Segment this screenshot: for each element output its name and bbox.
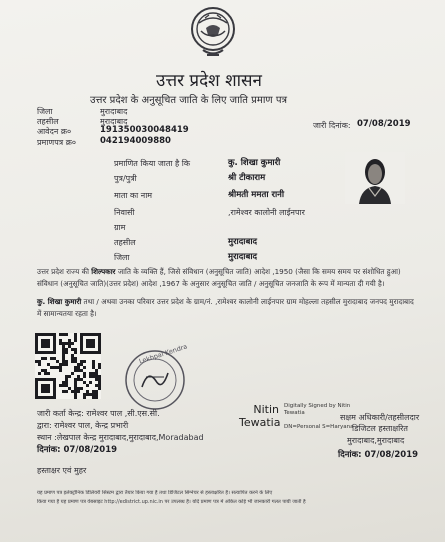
applicant-name: कु. शिखा कुमारी xyxy=(228,158,281,168)
footer-line-1: यह प्रमाण पत्र इलेक्ट्रॉनिक डिलिवरी सिस्टम द्वारा तैयार किया गया है तथा डिजिटल सिग्नेचर से हस्ताक्षरित है। सत्यापित करने के लिए xyxy=(37,490,273,496)
village-label: ग्राम xyxy=(114,223,126,232)
mother-label: माता का नाम xyxy=(114,191,153,200)
resident-label: निवासी xyxy=(114,208,135,217)
authority-date: दिनांक: 07/08/2019 xyxy=(338,450,419,460)
seal-label: हस्ताक्षर एवं मुहर xyxy=(37,466,87,475)
issuing-centre: जारी कर्ता केन्द्र: रामेश्वर पाल ,सी.एस.सी. xyxy=(37,409,160,418)
residence-para-rest: तथा / अथवा उनका परिवार उत्तर प्रदेश के ग्राम/नं. ,रामेश्वर कालोनी लाईनपार ग्राम मोहल्ला तहसील मुरादाबाद जनपद मुरादाबाद में सामान्यतया रहता है। xyxy=(37,297,414,319)
qr-code[interactable] xyxy=(35,333,101,399)
stamp-text: Lekhpal Kendra xyxy=(137,342,189,366)
mother-name: श्रीमती ममता रानी xyxy=(228,190,285,200)
digital-sign-note-1: Digitally Signed by Nitin xyxy=(284,403,351,409)
issue-date-label: जारी दिनांक: xyxy=(313,121,351,130)
caste-para-start: उत्तर प्रदेश राज्य की xyxy=(37,267,89,276)
applicant-photo xyxy=(345,152,405,204)
certify-intro: प्रमाणित किया जाता है कि xyxy=(114,159,191,168)
caste-declaration-paragraph xyxy=(37,266,415,291)
digital-signer-name: Nitin Tewatia xyxy=(239,403,281,429)
district-label: जिला xyxy=(37,107,53,116)
footer-line-2: किया गया है यह प्रमाण पत्र वेबसाइट http://edistrict.up.nic.in पर उपलब्ध है। यदि प्रमाण पत्र में अंकित कोई भी जानकारी गलत पायी जाती है xyxy=(37,499,306,505)
father-name: श्री टीकाराम xyxy=(228,173,266,183)
up-state-emblem-icon xyxy=(189,5,237,65)
document-title: उत्तर प्रदेश शासन xyxy=(156,71,262,91)
issue-date-value: 07/08/2019 xyxy=(357,119,411,129)
issuing-operator: द्वारा: रामेश्वर पाल, केन्द्र प्रभारी xyxy=(37,421,129,430)
application-label: आवेदन क्र० xyxy=(37,127,72,136)
authority-title: सक्षम अधिकारी/तहसीलदार xyxy=(340,413,420,422)
tehsil-value: मुरादाबाद xyxy=(100,117,128,126)
digital-sign-note-3: DN=Personal S=Haryana xyxy=(284,424,354,430)
details-tehsil-value: मुरादाबाद xyxy=(228,237,258,247)
residence-para-name: कु. शिखा कुमारी xyxy=(37,297,82,306)
application-number: 191350030048419 xyxy=(100,125,189,135)
caste-name: शिल्पकार xyxy=(91,267,116,276)
authority-location: मुरादाबाद,मुरादाबाद xyxy=(347,436,405,445)
caste-para-rest: जाति के व्यक्ति हैं, जिसे संविधान (अनुसूचित जाति) आदेश ,1950 (जैसा कि समय समय पर संशोधित हुआ) संविधान (अनुसूचित जाति)(उत्तर प्रदेश) आदेश ,1967 के अनुसार अनुसूचित जाति / अनुसूचित जनजाति के रूप में मान्यता दी गयी है। xyxy=(37,267,401,289)
details-district-label: जिला xyxy=(114,253,130,262)
resident-value: ,रामेश्वर कालोनी लाईनपार xyxy=(228,208,305,217)
father-label: पुत्र/पुत्री xyxy=(114,174,137,183)
digital-sign-note-2: Tewatia xyxy=(284,410,305,416)
issuing-place: स्थान :लेखपाल केन्द्र मुरादाबाद,मुरादाबाद,Moradabad xyxy=(37,433,204,442)
tehsil-label: तहसील xyxy=(37,117,59,126)
certificate-number: 042194009880 xyxy=(100,136,171,146)
document-subtitle: उत्तर प्रदेश के अनुसूचित जाति के लिए जाति प्रमाण पत्र xyxy=(90,95,288,106)
residence-paragraph xyxy=(37,296,415,321)
issuing-date: दिनांक: 07/08/2019 xyxy=(37,445,118,455)
authority-digital: डिजिटल हस्ताक्षरित xyxy=(352,424,408,433)
certificate-label: प्रमाणपत्र क्र० xyxy=(37,138,76,147)
details-district-value: मुरादाबाद xyxy=(228,252,258,262)
district-value: मुरादाबाद xyxy=(100,107,128,116)
details-tehsil-label: तहसील xyxy=(114,238,136,247)
